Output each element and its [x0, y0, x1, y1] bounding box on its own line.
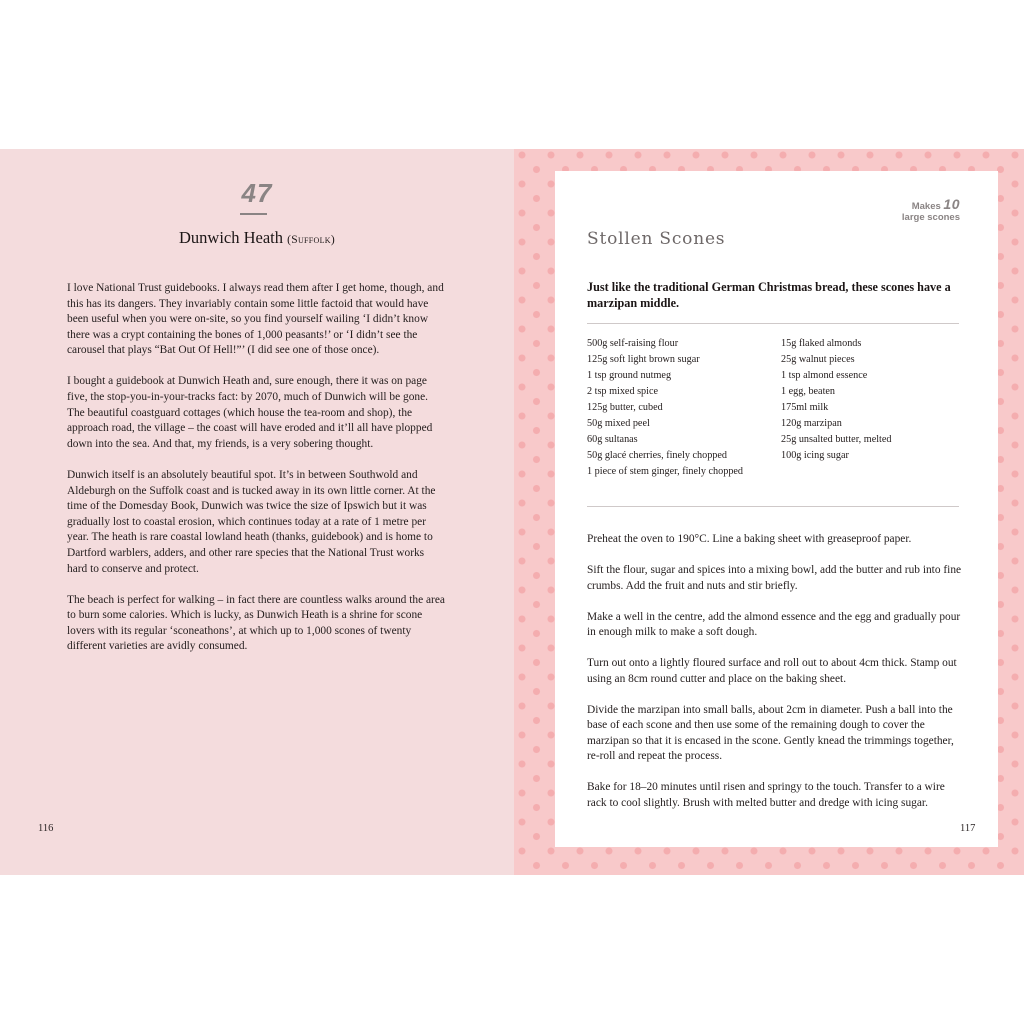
- ingredient-item: 25g unsalted butter, melted: [781, 434, 892, 445]
- divider: [587, 323, 959, 324]
- recipe-title: Stollen Scones: [587, 229, 726, 249]
- ingredient-item: 500g self-raising flour: [587, 338, 679, 349]
- method-steps: [587, 532, 967, 827]
- chapter-rule: [240, 213, 267, 215]
- ingredient-item: 50g mixed peel: [587, 418, 650, 429]
- book-spread: [0, 149, 1024, 875]
- place-title: [0, 228, 514, 248]
- method-step: Divide the marzipan into small balls, about 2cm in diameter. Push a ball into the base of each scone and then use some of the remaining dough to cover the marzipan so that it is encased in the scone. Gently knead the trimmings together, re-roll and repeat the process.: [587, 703, 954, 762]
- ingredient-item: 2 tsp mixed spice: [587, 386, 659, 397]
- ingredients-column-right: [781, 336, 961, 480]
- paragraph: I bought a guidebook at Dunwich Heath and, sure enough, there it was on page five, the stop-you-in-your-tracks fact: by 2070, much of Dunwich will be gone. The beautiful coastguard cottages (which house the tea-room and shop), the approach road, the village – the coast will have eroded and it’ll all have plopped down into the sea. And that, my friends, is a very sobering thought.: [67, 375, 433, 450]
- ingredient-item: 1 tsp almond essence: [781, 370, 868, 381]
- paragraph: The beach is perfect for walking – in fact there are countless walks around the area to burn some calories. Which is lucky, as Dunwich Heath is a shrine for scone lovers with its regular ‘sconeathons’, at which up to 1,000 scones of twenty different varieties are avidly consumed.: [67, 593, 445, 653]
- ingredient-item: 1 piece of stem ginger, finely chopped: [587, 466, 744, 477]
- makes-count: 10: [943, 196, 960, 212]
- ingredient-item: 125g soft light brown sugar: [587, 354, 700, 365]
- ingredient-item: 15g flaked almonds: [781, 338, 862, 349]
- yield-label: [901, 196, 960, 223]
- paragraph: Dunwich itself is an absolutely beautiful spot. It’s in between Southwold and Aldeburgh on the Suffolk coast and is tucked away in its own little corner. At the time of the Domesday Book, Dunwich was twice the size of Ipswich but it was gradually lost to coastal erosion, which continues today at a rate of 1 metre per year. The heath is rare coastal lowland heath (thanks, guidebook) and is home to Dartford warblers, adders, and other rare species that the National Trust works hard to conserve and protect.: [67, 468, 436, 575]
- place-region: (Suffolk): [287, 234, 335, 246]
- paragraph: I love National Trust guidebooks. I always read them after I get home, though, and this has its dangers. They invariably contain some little factoid that would have been useful when you were on-site, so you find yourself wailing ‘I didn’t know there was a crypt containing the bones of 1,000 peasants!’ or ‘I didn’t see the carousel that plays “Bat Out Of Hell!”’ (I did see one of those once).: [67, 282, 444, 357]
- recipe-intro: Just like the traditional German Christmas bread, these scones have a marzipan middle.: [587, 280, 951, 310]
- divider: [587, 506, 959, 507]
- makes-unit: large scones: [901, 212, 960, 223]
- ingredients-column-left: [587, 336, 781, 480]
- ingredient-item: 60g sultanas: [587, 434, 638, 445]
- ingredient-item: 1 tsp ground nutmeg: [587, 370, 672, 381]
- method-step: Turn out onto a lightly floured surface and roll out to about 4cm thick. Stamp out using an 8cm round cutter and place on the baking sheet.: [587, 657, 957, 685]
- method-step: Preheat the oven to 190°C. Line a baking sheet with greaseproof paper.: [587, 533, 912, 545]
- makes-label: Makes: [911, 201, 941, 212]
- method-step: Make a well in the centre, add the almond essence and the egg and gradually pour in enough milk to make a soft dough.: [587, 610, 961, 638]
- recipe-card: [555, 171, 998, 847]
- page-number-left: 116: [38, 823, 54, 834]
- left-page: [0, 149, 514, 875]
- place-name: Dunwich Heath: [178, 228, 283, 247]
- ingredient-item: 125g butter, cubed: [587, 402, 663, 413]
- ingredient-item: 50g glacé cherries, finely chopped: [587, 450, 728, 461]
- page-number-right: 117: [960, 823, 976, 834]
- left-body-text: [67, 281, 447, 670]
- chapter-number: 47: [241, 178, 273, 208]
- ingredient-item: 1 egg, beaten: [781, 386, 836, 397]
- method-step: Sift the flour, sugar and spices into a mixing bowl, add the butter and rub into fine crumbs. Add the fruit and nuts and stir briefly.: [587, 564, 962, 592]
- ingredient-item: 175ml milk: [781, 402, 829, 413]
- ingredient-item: 120g marzipan: [781, 418, 842, 429]
- ingredient-item: 100g icing sugar: [781, 450, 849, 461]
- method-step: Bake for 18–20 minutes until risen and springy to the touch. Transfer to a wire rack to cool slightly. Brush with melted butter and dredge with icing sugar.: [587, 781, 945, 809]
- ingredient-item: 25g walnut pieces: [781, 354, 855, 365]
- ingredients-list: [587, 336, 967, 480]
